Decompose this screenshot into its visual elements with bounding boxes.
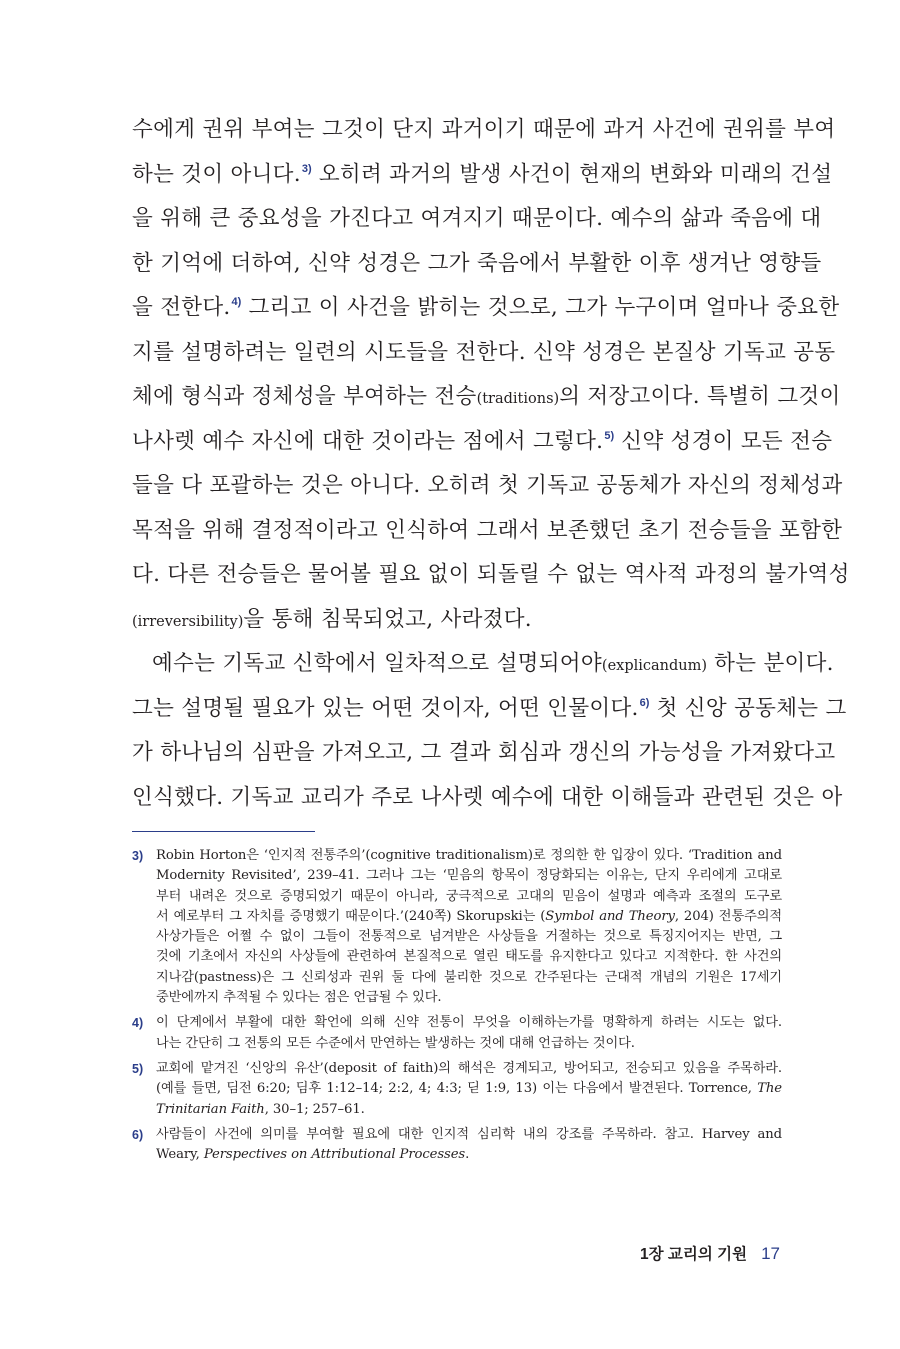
text: 나사렛 예수 자신에 대한 것이라는 점에서 그렇다.	[132, 428, 604, 454]
footnote-line: 나는 간단히 그 전통의 모든 수준에서 만연하는 발생하는 것에 대해 언급하는 것이다.	[156, 1035, 635, 1051]
term: (irreversibility)	[132, 613, 244, 630]
text: , 204) 전통주의적	[674, 908, 783, 924]
text: 그리고 이 사건을 밝히는 것으로, 그가 누구이며 얼마나 중요한	[248, 295, 840, 320]
body-line	[132, 331, 836, 376]
body-line	[132, 598, 782, 643]
footnote-line: 것에 기초에서 자신의 사상들에 관련하여 본질적으로 열린 태도를 유지한다고 있다고 지적한다. 한 사건의	[156, 949, 782, 965]
book-title: Perspectives on Attributional Processes	[203, 1147, 466, 1163]
body-line	[132, 108, 836, 153]
text: 서 예로부터 그 자치를 증명했기 때문이다.’(240쪽) Skorupski는 (	[156, 908, 546, 924]
body-line	[132, 153, 833, 198]
text: 그는 설명될 필요가 있는 어떤 것이자, 어떤 인물이다.	[132, 695, 639, 721]
body-line	[132, 776, 843, 821]
term: (traditions)	[476, 391, 560, 407]
footnote-ref[interactable]: 4)	[231, 296, 242, 308]
footnote-number: 4)	[132, 1016, 144, 1031]
body-line	[132, 464, 843, 509]
text: 신약 성경이 모든 전승	[621, 428, 833, 454]
footnote-line: 지나감(pastness)은 그 신뢰성과 권위 둘 다에 불리한 것으로 간주된다는 근대적 개념의 기원은 17세기	[156, 969, 782, 985]
footnote-ref[interactable]: 5)	[604, 429, 615, 442]
footnote-body	[156, 1013, 782, 1054]
text: 가 하나님의 심판을 가져오고, 그 결과 회심과 갱신의 가능성을 가져왔다고	[132, 740, 836, 765]
footnote	[132, 1125, 782, 1166]
body-line	[132, 197, 822, 242]
text: 을 전한다.	[132, 295, 231, 320]
body-text	[132, 108, 850, 820]
text: 수에게 권위 부여는 그것이 단지 과거이기 때문에 과거 사건에 권위를 부여	[132, 117, 836, 142]
footnote-line: Modernity Revisited’, 239–41. 그러나 그는 ‘믿음의 항목이 정당화되는 이유는, 단지 우리에게 고대로	[156, 868, 782, 884]
footnote-number: 5)	[132, 1061, 144, 1076]
book-title: Trinitarian Faith	[156, 1101, 265, 1117]
footnote-number: 3)	[132, 849, 144, 863]
footnote-line: 사상가들은 어쩔 수 없이 그들이 전통적으로 넘겨받은 사상들을 거절하는 것으로 특징지어지는 반면, 그	[156, 929, 782, 945]
body-line	[132, 509, 843, 554]
footnote-line: 이 단계에서 부활에 대한 확언에 의해 신약 전통이 무엇을 이해하는가를 명확하게 하려는 시도는 없다.	[156, 1015, 782, 1031]
body-line	[132, 553, 850, 598]
footnote-line	[156, 1100, 782, 1120]
text: 하는 것이 아니다.	[132, 161, 301, 187]
footnote	[132, 1013, 782, 1054]
text: (예를 들면, 딤전 6:20; 딤후 1:12–14; 2:2, 4; 4:3; 딛 1:9, 13) 이는 다음에서 발견된다. Torrence,	[156, 1081, 758, 1097]
page-number: 17	[761, 1244, 780, 1263]
body-line	[132, 687, 847, 732]
text: 예수는 기독교 신학에서 일차적으로 설명되어야	[152, 651, 602, 676]
text: 들을 다 포괄하는 것은 아니다. 오히려 첫 기독교 공동체가 자신의 정체성과	[132, 473, 843, 498]
footnote-divider	[132, 831, 315, 832]
body-line	[132, 242, 822, 287]
footnote-line: 중반에까지 추적될 수 있다는 점은 언급될 수 있다.	[156, 990, 442, 1006]
footnote-line: 사람들이 사건에 의미를 부여할 필요에 대한 인지적 심리학 내의 강조를 주목하라. 참고. Harvey and	[156, 1126, 782, 1142]
body-line	[132, 286, 840, 331]
footnote-body	[156, 1125, 782, 1166]
footnote	[132, 1059, 782, 1120]
body-line	[132, 642, 834, 687]
text: 다. 다른 전승들은 물어볼 필요 없이 되돌릴 수 없는 역사적 과정의 불가역성	[132, 562, 850, 587]
text: Weary,	[156, 1147, 204, 1163]
footnote-line: Robin Horton은 ‘인지적 전통주의’(cognitive traditionalism)로 정의한 한 입장이 있다. ‘Tradition and	[156, 848, 782, 863]
footnote-body	[156, 846, 782, 1008]
text: 오히려 과거의 발생 사건이 현재의 변화와 미래의 건설	[318, 161, 833, 187]
term: (explicandum)	[601, 658, 708, 674]
footnote-line: 교회에 맡겨진 ‘신앙의 유산’(deposit of faith)의 해석은 경계되고, 방어되고, 전승되고 있음을 주목하라.	[156, 1060, 782, 1076]
text: 의 저장고이다. 특별히 그것이	[559, 384, 841, 409]
footnote-line	[156, 907, 782, 927]
text: , 30–1; 257–61.	[264, 1101, 365, 1117]
footnote-body	[156, 1059, 782, 1120]
footnotes	[132, 846, 782, 1170]
text: .	[465, 1147, 470, 1163]
text: 지를 설명하려는 일련의 시도들을 전한다. 신약 성경은 본질상 기독교 공동	[132, 339, 836, 365]
text: 을 위해 큰 중요성을 가진다고 여겨지기 때문이다. 예수의 삶과 죽음에 대	[132, 206, 822, 231]
text: 목적을 위해 결정적이라고 인식하여 그래서 보존했던 초기 전승들을 포함한	[132, 517, 843, 543]
book-title: Symbol and Theory	[545, 908, 675, 924]
body-line	[132, 731, 836, 776]
footnote-line: 부터 내려온 것으로 증명되었기 때문이 아니라, 궁극적으로 고대의 믿음이 설명과 예측과 조절의 도구로	[156, 888, 782, 904]
text: 을 통해 침묵되었고, 사라졌다.	[243, 606, 532, 632]
footnote-number: 6)	[132, 1127, 144, 1142]
page-footer	[640, 1242, 780, 1264]
footnote-line	[156, 1145, 782, 1165]
book-title: The	[757, 1081, 782, 1097]
footnote	[132, 846, 782, 1008]
footnote-line	[156, 1079, 782, 1099]
text: 인식했다. 기독교 교리가 주로 나사렛 예수에 대한 이해들과 관련된 것은 아	[132, 784, 843, 810]
text: 한 기억에 더하여, 신약 성경은 그가 죽음에서 부활한 이후 생겨난 영향들	[132, 250, 822, 276]
text: 첫 신앙 공동체는 그	[656, 695, 847, 721]
body-line	[132, 420, 833, 465]
text: 하는 분이다.	[714, 651, 834, 676]
footnote-ref[interactable]: 3)	[301, 162, 312, 175]
chapter-title: 1장 교리의 기원	[640, 1246, 748, 1263]
text: 체에 형식과 정체성을 부여하는 전승	[132, 384, 477, 409]
footnote-ref[interactable]: 6)	[639, 696, 650, 709]
body-line	[132, 375, 841, 420]
